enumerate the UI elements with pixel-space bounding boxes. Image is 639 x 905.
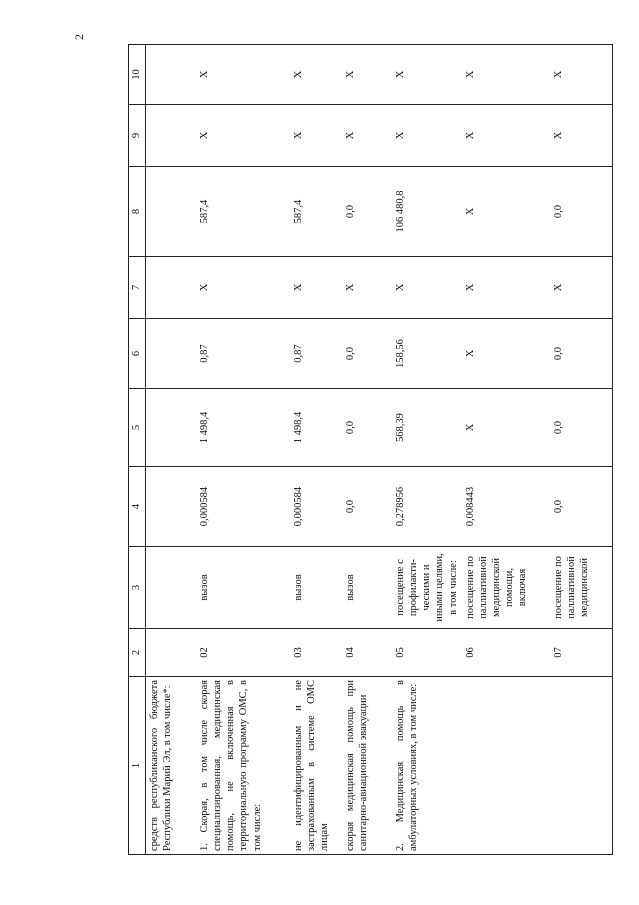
table-cell-col-2: 02 (196, 629, 290, 677)
table-cell-col-1: не идентифицированным и не застрахованным в системе ОМС лицам (290, 677, 342, 855)
table-cell-col-8: 587,4 (196, 167, 290, 257)
table-cell-col-1: средств республиканского бюджета Республики Марий Эл, в том числе*: (146, 677, 197, 855)
table-cell-col-10: X (290, 45, 342, 105)
header-row (129, 45, 146, 855)
col-header: 5 (129, 389, 146, 467)
col-header: 6 (129, 319, 146, 389)
table-cell-col-3: вызов (290, 547, 342, 629)
col-header: 10 (129, 45, 146, 105)
table-cell-col-9: X (342, 105, 392, 167)
table-cell-col-7 (146, 257, 197, 319)
col-header: 9 (129, 105, 146, 167)
table-cell-col-5: 0,0 (342, 389, 392, 467)
table-cell-col-10: X (462, 45, 550, 105)
table-cell-col-9: X (462, 105, 550, 167)
table-cell-col-8: 587,4 (290, 167, 342, 257)
table-cell-col-6: 0,0 (550, 319, 613, 389)
table-cell-col-4: 0,0 (550, 467, 613, 547)
table-cell-col-7: X (392, 257, 462, 319)
table-cell-col-3: вызов (196, 547, 290, 629)
table-cell-col-10: X (550, 45, 613, 105)
rotated-table-container (128, 45, 606, 855)
table-cell-col-4: 0,000584 (290, 467, 342, 547)
table-cell-col-9: X (550, 105, 613, 167)
col-header: 7 (129, 257, 146, 319)
table-cell-col-3: посещение по паллиативной медицинской (550, 547, 613, 629)
table-cell-col-10: X (196, 45, 290, 105)
table-cell-col-8: 106 480,8 (392, 167, 462, 257)
table-row (146, 45, 197, 855)
table-cell-col-7: X (550, 257, 613, 319)
table-cell-col-1: скорая медицинская помощь при санитарно-авиационной эвакуации (342, 677, 392, 855)
table-cell-col-3 (146, 547, 197, 629)
table-cell-col-5: 0,0 (550, 389, 613, 467)
table-cell-col-6: 0,0 (342, 319, 392, 389)
table-cell-col-5: 568,39 (392, 389, 462, 467)
table-cell-col-3: вызов (342, 547, 392, 629)
table-cell-col-6: 0,87 (196, 319, 290, 389)
table-cell-col-5: 1 498,4 (196, 389, 290, 467)
col-header: 4 (129, 467, 146, 547)
table-cell-col-6: 0,87 (290, 319, 342, 389)
col-header: 8 (129, 167, 146, 257)
table-cell-col-9 (146, 105, 197, 167)
table-cell-col-4: 0,0 (342, 467, 392, 547)
table-cell-col-8: X (462, 167, 550, 257)
col-header: 1 (129, 677, 146, 855)
table-cell-col-6 (146, 319, 197, 389)
table-cell-col-7: X (196, 257, 290, 319)
table-row (550, 45, 613, 855)
table-cell-col-8: 0,0 (342, 167, 392, 257)
table-cell-col-9: X (196, 105, 290, 167)
col-header: 3 (129, 547, 146, 629)
page-number: 2 (72, 34, 86, 40)
table-cell-col-2: 05 (392, 629, 462, 677)
table-cell-col-8 (146, 167, 197, 257)
table-cell-col-2 (146, 629, 197, 677)
table-cell-col-1 (550, 677, 613, 855)
table-cell-col-2: 04 (342, 629, 392, 677)
table-cell-col-9: X (290, 105, 342, 167)
table-row (392, 45, 462, 855)
table-cell-col-2: 03 (290, 629, 342, 677)
table-row (342, 45, 392, 855)
table-cell-col-5 (146, 389, 197, 467)
data-table (128, 44, 613, 855)
table-cell-col-1: 2. Медицинская помощь в амбулаторных условиях, в том числе: (392, 677, 462, 855)
table-row (462, 45, 550, 855)
table-cell-col-3: посещение с профилакти-ческими и иными целями, в том числе: (392, 547, 462, 629)
table-cell-col-7: X (290, 257, 342, 319)
table-cell-col-5: X (462, 389, 550, 467)
table-cell-col-2: 06 (462, 629, 550, 677)
table-cell-col-4: 0,000584 (196, 467, 290, 547)
table-cell-col-10: X (392, 45, 462, 105)
table-row (196, 45, 290, 855)
table-cell-col-2: 07 (550, 629, 613, 677)
table-cell-col-4 (146, 467, 197, 547)
table-cell-col-7: X (342, 257, 392, 319)
table-cell-col-1: 1. Скорая, в том числе скорая специализированная, медицинская помощь, не включенная в территориальную программу ОМС, в том числе: (196, 677, 290, 855)
table-cell-col-6: X (462, 319, 550, 389)
table-cell-col-8: 0,0 (550, 167, 613, 257)
table-cell-col-5: 1 498,4 (290, 389, 342, 467)
table-cell-col-1 (462, 677, 550, 855)
table-cell-col-10: X (342, 45, 392, 105)
table-cell-col-4: 0,278956 (392, 467, 462, 547)
table-cell-col-10 (146, 45, 197, 105)
table-cell-col-7: X (462, 257, 550, 319)
table-cell-col-6: 158,56 (392, 319, 462, 389)
table-cell-col-4: 0,008443 (462, 467, 550, 547)
table-cell-col-9: X (392, 105, 462, 167)
table-body (146, 45, 613, 855)
table-row (290, 45, 342, 855)
col-header: 2 (129, 629, 146, 677)
table-cell-col-3: посещение по паллиативной медицинской помощи, включая (462, 547, 550, 629)
